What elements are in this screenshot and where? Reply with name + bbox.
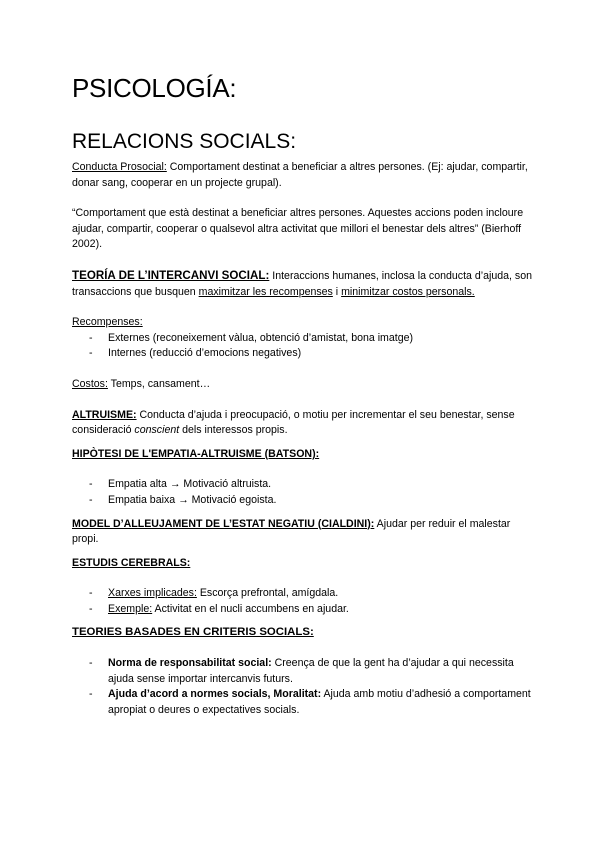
prosocial-text: Comportament destinat a beneficiar a altres persones. (Ej: ajudar, compartir, donar sang, cooperar en un projecte grupal).	[72, 161, 528, 189]
recompenses-list	[72, 331, 532, 362]
estudis-item-label: Exemple:	[108, 602, 153, 615]
estudis-list	[72, 586, 532, 617]
list-item	[72, 687, 532, 718]
estudis-item-label: Xarxes implicades:	[108, 587, 197, 600]
batson-heading: HIPÒTESI DE L'EMPATIA-ALTRUISME (BATSON):	[72, 447, 320, 460]
teories-item-label: Norma de responsabilitat social:	[108, 657, 272, 670]
prosocial-label: Conducta Prosocial:	[72, 161, 167, 173]
cialdini-paragraph	[72, 517, 532, 548]
list-item	[72, 586, 532, 602]
altruisme-text2: dels interessos propis.	[179, 424, 288, 437]
intercanvi-label: TEORÍA DE L’INTERCANVI SOCIAL:	[72, 268, 270, 282]
teories-item-text: Creença de que la gent ha d’ajudar a qui necessita ajuda sense importar intercanvis futurs.	[108, 657, 514, 685]
page-title: PSICOLOGÍA:	[72, 73, 237, 103]
prosocial-paragraph	[72, 160, 532, 191]
cialdini-label: MODEL D’ALLEUJAMENT DE L’ESTAT NEGATIU (CIALDINI):	[72, 517, 375, 530]
list-item: - Empatia baixa → Motivació egoista.	[72, 493, 532, 509]
cialdini-text: Ajudar per reduir el malestar propi.	[72, 517, 511, 546]
batson-list	[72, 477, 532, 508]
altruisme-paragraph	[72, 408, 532, 439]
list-item: - Empatia alta → Motivació altruista.	[72, 477, 532, 493]
teories-item-label: Ajuda d’acord a normes socials, Moralitat:	[108, 688, 322, 701]
section-title: RELACIONS SOCIALS:	[72, 130, 297, 153]
teories-heading: TEORIES BASADES EN CRITERIS SOCIALS:	[72, 626, 314, 639]
intercanvi-text2: i	[332, 285, 342, 298]
costos-label: Costos:	[72, 377, 108, 390]
teories-item-text: Ajuda amb motiu d’adhesió a comportament apropiat o deures o expectatives socials.	[108, 688, 531, 716]
intercanvi-text1: Interaccions humanes, inclosa la conducta d’ajuda, son transaccions que busquen	[72, 269, 532, 298]
intercanvi-paragraph	[72, 268, 532, 300]
list-item	[72, 602, 532, 618]
recompenses-label: Recompenses:	[72, 316, 143, 329]
estudis-item-text: Escorça prefrontal, amígdala.	[196, 587, 339, 600]
estudis-heading: ESTUDIS CEREBRALS:	[72, 556, 191, 569]
intercanvi-minimize: minimitzar costos personals.	[341, 285, 475, 298]
costos-paragraph	[72, 377, 532, 393]
teories-list	[72, 656, 532, 718]
altruisme-emphasis: conscient	[134, 424, 180, 437]
list-item: - Externes (reconeixement vàlua, obtenció d’amistat, bona imatge)	[72, 331, 532, 347]
costos-text: Temps, cansament…	[107, 377, 211, 390]
bierhoff-quote: “Comportament que està destinat a beneficiar altres persones. Aquestes accions poden incloure ajudar, compartir, cooperar o qualsevol altra activitat que millori el benestar dels altres” (Bierhoff 2002).	[72, 207, 524, 251]
list-item	[72, 656, 532, 687]
altruisme-label: ALTRUISME:	[72, 408, 137, 421]
intercanvi-maximize: maximitzar les recompenses	[198, 285, 333, 298]
document-page	[72, 72, 532, 718]
list-item: - Internes (reducció d’emocions negatives)	[72, 346, 532, 362]
altruisme-text1: Conducta d’ajuda i preocupació, o motiu per incrementar el seu benestar, sense consideració	[72, 408, 515, 437]
estudis-item-text: Activitat en el nucli accumbens en ajudar.	[152, 602, 349, 615]
